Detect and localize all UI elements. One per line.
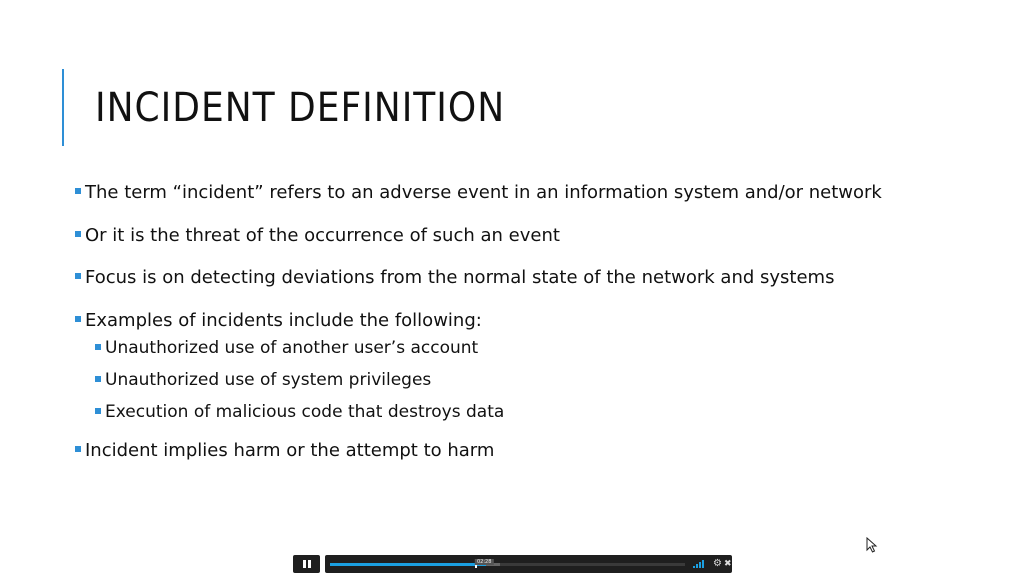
sub-bullet-item bbox=[95, 337, 945, 359]
slide-title: INCIDENT DEFINITION bbox=[95, 85, 506, 131]
sub-bullet-marker bbox=[95, 376, 101, 382]
bullet-item bbox=[75, 437, 945, 464]
bullet-marker bbox=[75, 231, 81, 237]
title-accent-bar bbox=[62, 69, 64, 146]
sub-bullet-item bbox=[95, 401, 945, 423]
fullscreen-icon[interactable]: ✖ bbox=[724, 559, 732, 569]
control-bar bbox=[325, 555, 732, 573]
bullet-marker bbox=[75, 446, 81, 452]
cursor-icon bbox=[866, 537, 878, 553]
sub-bullet-item bbox=[95, 369, 945, 391]
sub-bullet-text: Unauthorized use of another user’s account bbox=[105, 338, 479, 358]
pause-icon bbox=[303, 560, 311, 568]
sub-bullet-marker bbox=[95, 344, 101, 350]
bullet-marker bbox=[75, 188, 81, 194]
sub-bullet-text: Unauthorized use of system privileges bbox=[105, 370, 432, 390]
progress-bar bbox=[330, 563, 486, 566]
video-player-controls bbox=[293, 555, 732, 573]
bullet-text: Focus is on detecting deviations from the normal state of the network and systems bbox=[85, 267, 835, 288]
bullet-item bbox=[75, 307, 945, 423]
bullet-marker bbox=[75, 316, 81, 322]
bullet-text: Incident implies harm or the attempt to harm bbox=[85, 440, 495, 461]
bullet-marker bbox=[75, 273, 81, 279]
sub-bullet-list bbox=[95, 337, 945, 423]
bullet-text: The term “incident” refers to an adverse event in an information system and/or network bbox=[85, 182, 882, 203]
bullet-item bbox=[75, 264, 945, 291]
bullet-item bbox=[75, 179, 945, 206]
gear-icon[interactable]: ⚙ bbox=[713, 558, 722, 569]
sub-bullet-text: Execution of malicious code that destroys data bbox=[105, 402, 505, 422]
bullet-text: Or it is the threat of the occurrence of such an event bbox=[85, 225, 560, 246]
bullet-text: Examples of incidents include the following: bbox=[85, 310, 482, 331]
volume-icon[interactable] bbox=[693, 560, 707, 568]
pause-button[interactable] bbox=[293, 555, 320, 573]
progress-track[interactable] bbox=[330, 559, 685, 566]
bullet-list bbox=[75, 179, 945, 464]
current-time-label: 02:28 bbox=[476, 559, 492, 565]
sub-bullet-marker bbox=[95, 408, 101, 414]
bullet-item bbox=[75, 222, 945, 249]
